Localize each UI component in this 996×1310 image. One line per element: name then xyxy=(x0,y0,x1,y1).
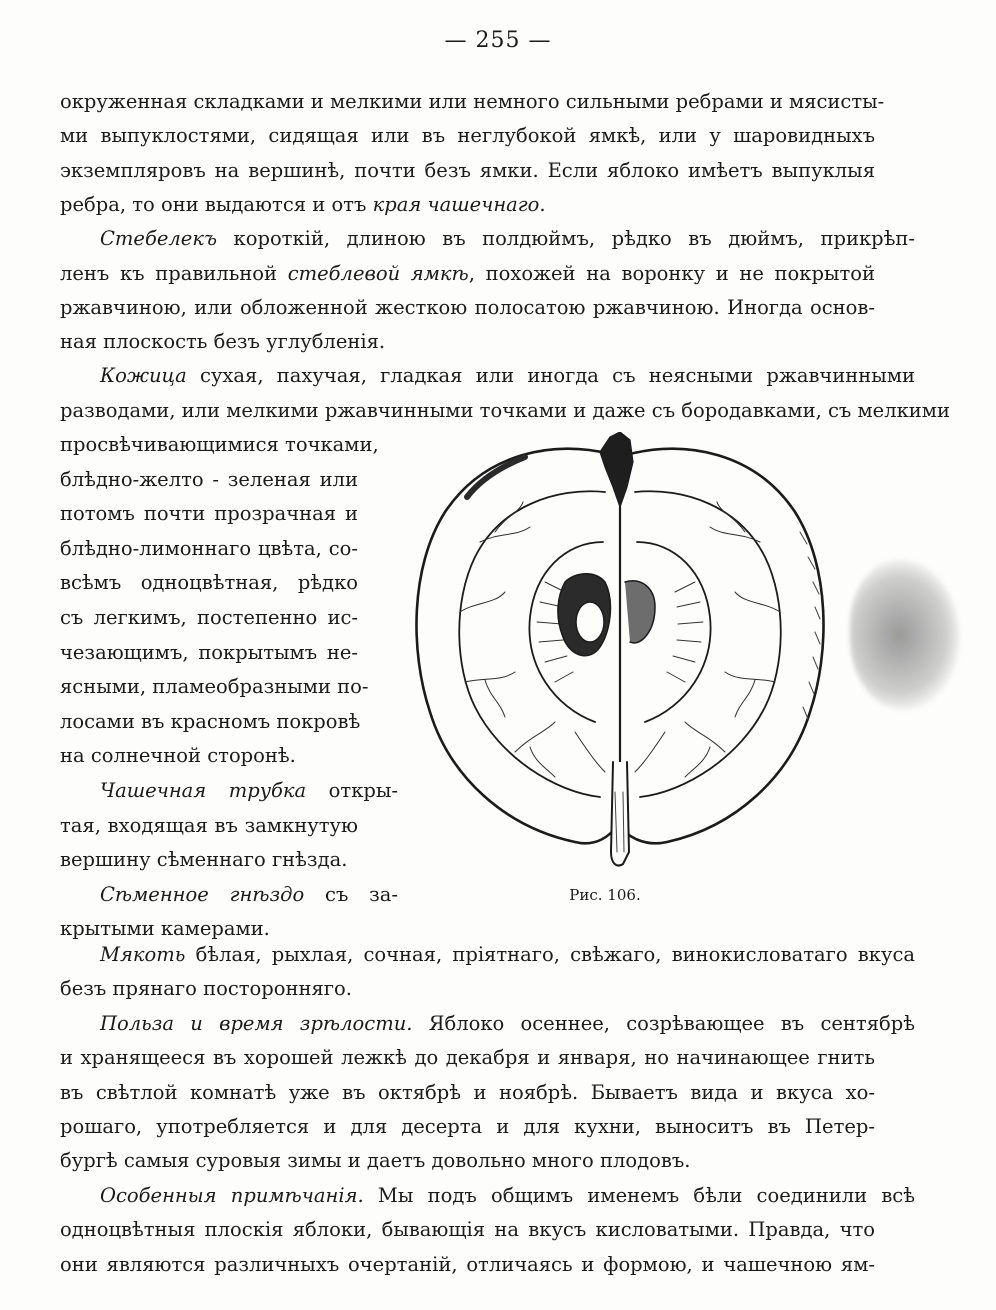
text-run: окруженная складками и мелкими или немного сильными ребрами и мясисты- xyxy=(60,90,885,113)
figure-caption: Рис. 106. xyxy=(569,886,641,904)
text-run: бѣлая, рыхлая, сочная, пріятнаго, свѣжаго, винокисловатаго вкуса xyxy=(185,943,915,966)
text-line xyxy=(60,291,875,325)
text-line xyxy=(60,601,358,635)
italic-term: Чашечная трубка xyxy=(100,779,307,802)
text-line xyxy=(60,972,875,1006)
text-line xyxy=(60,1213,875,1247)
text-run: сухая, пахучая, гладкая или иногда съ неясными ржавчинными xyxy=(186,364,915,388)
text-run: разводами, или мелкими ржавчинными точками и даже съ бородавками, съ мелкими xyxy=(60,398,950,422)
text-line xyxy=(60,774,398,808)
text-run: и хранящееся въ хорошей лежкѣ до декабря и января, но начинающее гнить xyxy=(60,1046,875,1070)
text-line xyxy=(60,705,361,739)
text-line xyxy=(60,938,915,972)
text-run: Яблоко осеннее, созрѣвающее въ сентябрѣ xyxy=(412,1011,915,1035)
text-run: ми выпуклостями, сидящая или въ неглубокой ямкѣ, или у шаровидныхъ xyxy=(60,124,875,148)
text-run: , похожей на воронку и не покрытой xyxy=(468,261,876,285)
text-run: ленъ къ правильной xyxy=(60,261,288,285)
text-run: безъ прянаго посторонняго. xyxy=(60,977,352,1001)
text-line xyxy=(60,85,885,119)
text-line xyxy=(60,394,950,428)
text-run: короткій, длиною въ полдюймъ, рѣдко въ дюймъ, прикрѣп- xyxy=(217,227,915,251)
italic-term: Кожица xyxy=(100,364,187,388)
text-line xyxy=(60,257,875,291)
text-line xyxy=(60,843,358,877)
text-run: рошаго, употребляется и для десерта и для кухни, выноситъ въ Петер- xyxy=(60,1115,875,1138)
text-run: ребра, то они выдаются и отъ xyxy=(60,192,373,216)
text-run: съ за- xyxy=(304,882,398,906)
apple-cross-section-figure xyxy=(405,432,945,882)
text-run: крытыми камерами. xyxy=(60,917,270,941)
text-line xyxy=(60,1076,875,1110)
text-line xyxy=(60,188,875,222)
text-run: просвѣчивающимися точками, xyxy=(60,433,379,456)
text-run: ясными, пламеобразными по- xyxy=(60,675,369,699)
text-line xyxy=(60,636,358,670)
text-line xyxy=(60,532,358,566)
text-run: тая, входящая въ замкнутую xyxy=(60,813,358,837)
italic-term: Польза и время зрѣлости. xyxy=(100,1011,413,1035)
text-line xyxy=(60,566,358,600)
italic-term: Мякоть xyxy=(100,943,186,966)
text-line xyxy=(60,154,875,188)
text-line xyxy=(60,325,875,359)
text-run: потомъ почти прозрачная и xyxy=(60,502,358,526)
text-run: въ свѣтлой комнатѣ уже въ октябрѣ и ноябрѣ. Бываетъ вида и вкуса хо- xyxy=(60,1080,875,1104)
page-number: — 255 — xyxy=(444,28,552,53)
text-run: всѣмъ одноцвѣтная, рѣдко xyxy=(60,571,358,595)
italic-term: края чашечнаго xyxy=(372,192,540,216)
text-line xyxy=(60,1179,915,1213)
text-run: лосами въ красномъ покровѣ xyxy=(60,709,361,733)
text-run: чезающимъ, покрытымъ не- xyxy=(60,640,358,664)
text-run: одноцвѣтныя плоскія яблоки, бывающія на вкусъ кисловатыми. Правда, что xyxy=(60,1218,875,1242)
text-line xyxy=(60,1007,915,1041)
text-run: на солнечной сторонѣ. xyxy=(60,744,296,768)
text-line xyxy=(60,497,358,531)
text-line xyxy=(60,463,358,497)
text-line xyxy=(60,428,379,462)
text-run: вершину сѣменнаго гнѣзда. xyxy=(60,848,348,872)
text-line xyxy=(60,670,369,704)
text-run: ная плоскость безъ углубленія. xyxy=(60,330,386,354)
text-run: бургѣ самыя суровыя зимы и даетъ довольно много плодовъ. xyxy=(60,1149,691,1173)
seed-icon xyxy=(576,602,604,642)
text-run: блѣдно-желто - зеленая или xyxy=(60,467,358,491)
italic-term: стеблевой ямкѣ xyxy=(287,261,469,285)
text-line xyxy=(60,739,358,773)
italic-term: Сѣменное гнѣздо xyxy=(100,882,305,906)
text-line xyxy=(60,1144,875,1178)
text-run: откры- xyxy=(306,779,398,802)
text-run: они являются различныхъ очертаній, отличаясь и формою, и чашечною ям- xyxy=(60,1252,875,1276)
text-line xyxy=(60,878,398,912)
text-run: блѣдно-лимоннаго цвѣта, со- xyxy=(60,536,358,560)
text-line xyxy=(60,359,915,393)
text-run: . xyxy=(539,192,546,216)
stalk xyxy=(611,762,629,866)
text-line xyxy=(60,119,875,153)
text-run: Мы подъ общимъ именемъ бѣли соединили всѣ xyxy=(363,1183,915,1207)
text-line xyxy=(60,1110,875,1144)
text-run: ржавчиною, или обложенной жесткою полосатою ржавчиною. Иногда основ- xyxy=(60,295,875,319)
text-run: экземпляровъ на вершинѣ, почти безъ ямки. Если яблоко имѣетъ выпуклыя xyxy=(60,158,875,182)
text-line xyxy=(60,1248,875,1282)
italic-term: Стебелекъ xyxy=(100,227,217,251)
calyx xyxy=(600,432,633,507)
text-line xyxy=(60,1041,875,1075)
text-line xyxy=(60,222,915,256)
text-line xyxy=(60,809,358,843)
text-run: съ легкимъ, постепенно ис- xyxy=(60,606,358,629)
italic-term: Особенныя примѣчанія. xyxy=(100,1183,364,1207)
